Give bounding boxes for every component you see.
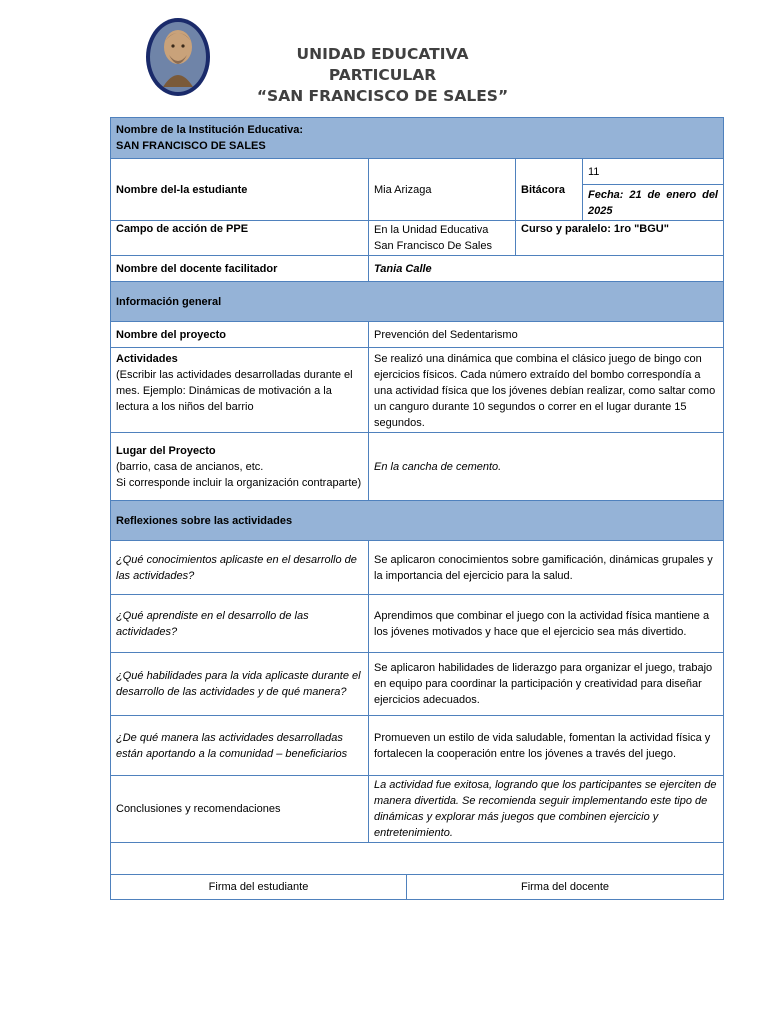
question-4: ¿De qué manera las actividades desarrolladas están aportando a la comunidad – beneficiarios <box>111 716 369 776</box>
firma-estudiante: Firma del estudiante <box>111 875 407 900</box>
question-1: ¿Qué conocimientos aplicaste en el desarrollo de las actividades? <box>111 541 369 595</box>
curso-value: Curso y paralelo: 1ro "BGU" <box>516 221 724 256</box>
answer-4: Promueven un estilo de vida saludable, fomentan la actividad física y fortalecen la cooperación entre los jóvenes a través del juego. <box>369 716 724 776</box>
firma-docente: Firma del docente <box>407 875 724 900</box>
bitacora-label: Bitácora <box>516 159 583 221</box>
blank-signature-row <box>111 843 724 875</box>
answer-3: Se aplicaron habilidades de liderazgo para organizar el juego, trabajo en equipo para coordinar la participación y creatividad para diseñar ejercicios adecuados. <box>369 653 724 716</box>
answer-2: Aprendimos que combinar el juego con la actividad física mantiene a los jóvenes motivados y hace que el ejercicio sea más divertido. <box>369 595 724 653</box>
answer-1: Se aplicaron conocimientos sobre gamificación, dinámicas grupales y la importancia del ejercicio para la salud. <box>369 541 724 595</box>
campo-value: En la Unidad Educativa San Francisco De Sales <box>369 221 516 256</box>
actividades-cell <box>111 348 369 433</box>
reflexiones-header: Reflexiones sobre las actividades <box>111 501 724 541</box>
proyecto-label: Nombre del proyecto <box>111 322 369 348</box>
school-title-line2: “SAN FRANCISCO DE SALES” <box>256 87 509 105</box>
question-3: ¿Qué habilidades para la vida aplicaste durante el desarrollo de las actividades y de qué manera? <box>111 653 369 716</box>
institution-value: SAN FRANCISCO DE SALES <box>116 140 266 152</box>
lugar-cell <box>111 433 369 501</box>
lugar-value: En la cancha de cemento. <box>369 433 724 501</box>
campo-label: Campo de acción de PPE <box>111 221 369 256</box>
student-value: Mia Arizaga <box>369 159 516 221</box>
info-general-header: Información general <box>111 282 724 322</box>
conclusiones-value: La actividad fue exitosa, logrando que los participantes se ejerciten de manera divertida. Se recomienda seguir implementando este tipo de dinámicas y explorar más juegos que combinen ejercicio y entretenimiento. <box>369 776 724 843</box>
student-label: Nombre del-la estudiante <box>111 159 369 221</box>
lugar-hint-1: (barrio, casa de ancianos, etc. <box>116 460 264 473</box>
school-title-line1: UNIDAD EDUCATIVA PARTICULAR <box>296 45 469 84</box>
question-2: ¿Qué aprendiste en el desarrollo de las actividades? <box>111 595 369 653</box>
lugar-title: Lugar del Proyecto <box>116 444 216 457</box>
lugar-hint-2: Si corresponde incluir la organización contraparte) <box>116 476 362 489</box>
saint-portrait-icon <box>145 17 211 97</box>
actividades-value: Se realizó una dinámica que combina el clásico juego de bingo con ejercicios físicos. Cada número extraído del bombo correspondía a una actividad física que los jóvenes debían realizar, como saltar como un canguro durante 10 segundos o correr en el lugar durante 15 segundos. <box>369 348 724 433</box>
school-title <box>250 44 515 107</box>
institution-label: Nombre de la Institución Educativa: <box>116 124 304 136</box>
actividades-title: Actividades <box>116 353 178 365</box>
docente-value: Tania Calle <box>369 256 724 282</box>
bitacora-form <box>110 117 724 900</box>
institution-cell <box>111 118 724 159</box>
fecha-value: Fecha: 21 de enero del 2025 <box>583 185 724 221</box>
bitacora-number: 11 <box>583 159 724 185</box>
actividades-hint: (Escribir las actividades desarrolladas durante el mes. Ejemplo: Dinámicas de motivación a la lectura a los niños del barrio <box>116 369 353 413</box>
proyecto-value: Prevención del Sedentarismo <box>369 322 724 348</box>
docente-label: Nombre del docente facilitador <box>111 256 369 282</box>
conclusiones-label: Conclusiones y recomendaciones <box>111 776 369 843</box>
